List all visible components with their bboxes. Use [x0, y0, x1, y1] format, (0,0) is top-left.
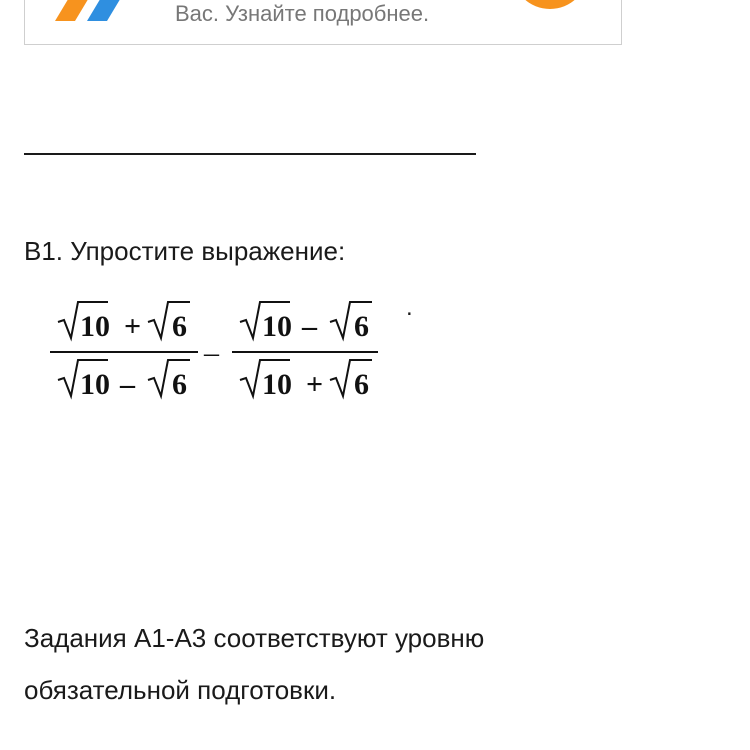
svg-text:6: 6 — [354, 368, 369, 401]
svg-text:10: 10 — [262, 368, 292, 401]
svg-text:6: 6 — [354, 310, 369, 343]
fraction2-denominator — [240, 360, 372, 401]
ad-text: Вас. Узнайте подробнее. — [175, 1, 430, 26]
note-line-1: Задания А1-А3 соответствуют уровню — [24, 623, 485, 653]
ad-logo-icon — [53, 0, 133, 21]
note-line-2: обязательной подготовки. — [24, 675, 337, 705]
svg-text:–: – — [120, 368, 135, 401]
minus-operator: – — [204, 336, 219, 369]
svg-text:10: 10 — [262, 310, 292, 343]
svg-text:6: 6 — [172, 368, 187, 401]
fraction2-numerator — [240, 302, 372, 343]
note-text — [24, 612, 704, 716]
svg-text:–: – — [302, 310, 317, 343]
svg-text:6: 6 — [172, 310, 187, 343]
svg-text:+: + — [306, 368, 324, 401]
trailing-dot: . — [406, 294, 413, 321]
fraction1-denominator — [58, 360, 190, 401]
task-title: В1. Упростите выражение: — [24, 236, 346, 266]
svg-text:10: 10 — [80, 368, 110, 401]
svg-text:+: + — [124, 310, 142, 343]
ad-action-icon[interactable] — [505, 0, 595, 11]
math-expression — [44, 296, 444, 416]
divider-line — [24, 153, 476, 155]
ad-banner[interactable] — [24, 0, 622, 45]
svg-text:10: 10 — [80, 310, 110, 343]
fraction1-numerator — [58, 302, 190, 343]
